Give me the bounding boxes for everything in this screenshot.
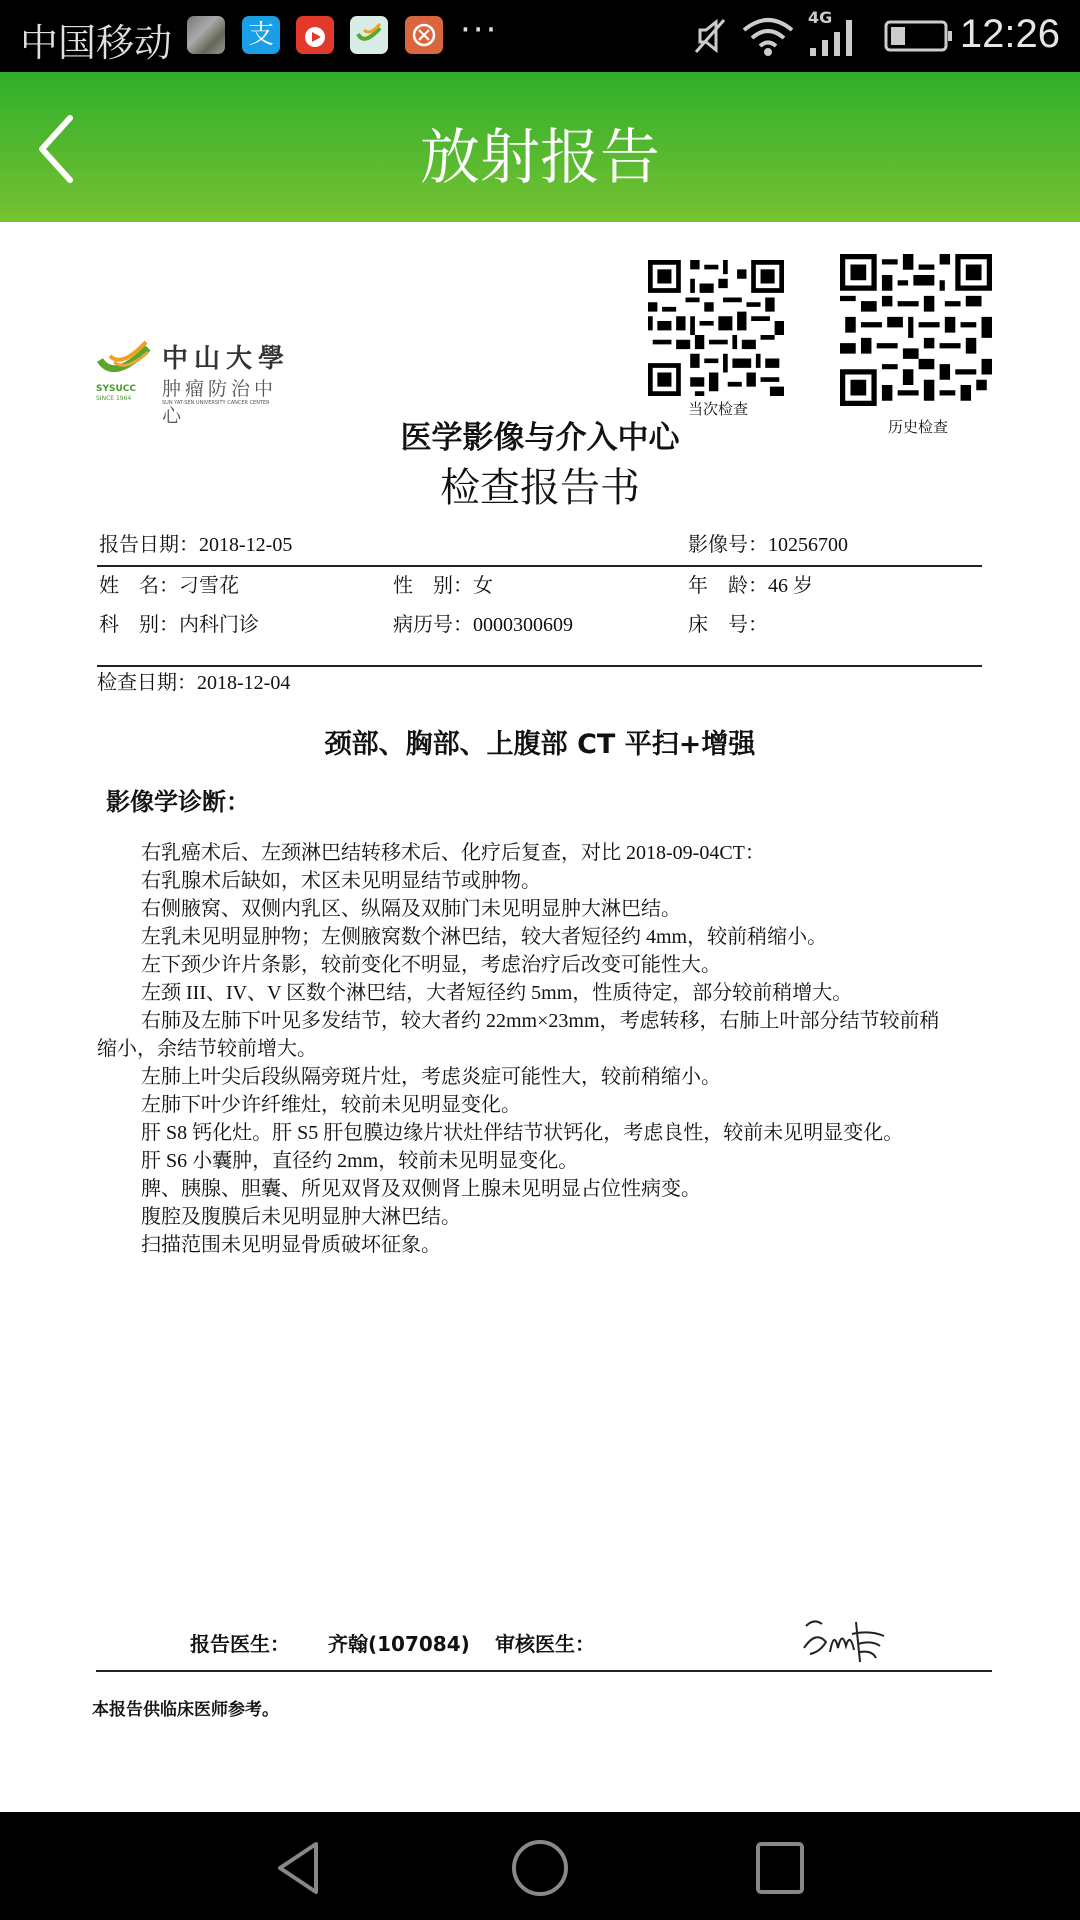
qr-label-current: 当次检查 <box>688 400 749 418</box>
page-title: 放射报告 <box>420 123 660 193</box>
divider <box>97 565 982 567</box>
center-name: 医学影像与介入中心 <box>400 420 680 456</box>
dept-field <box>99 608 259 637</box>
status-bar <box>0 0 1080 72</box>
logo-org-cn: 中山大學 <box>162 344 291 373</box>
finding-item: 左肺下叶少许纤维灶，较前未见明显变化。 <box>141 1094 521 1116</box>
report-date-field <box>99 528 292 557</box>
finding-item: 右肺及左肺下叶见多发结节，较大者约 22mm×23mm，考虑转移，右肺上叶部分结节较前稍缩小，余结节较前增大。 <box>97 1010 940 1060</box>
hospital-logo <box>96 338 296 427</box>
orange-app-icon <box>405 16 443 54</box>
exam-name: 颈部、胸部、上腹部 CT 平扫+增强 <box>324 729 756 760</box>
finding-item: 肝 S8 钙化灶。肝 S5 肝包膜边缘片状灶伴结节状钙化，考虑良性，较前未见明显变化。 <box>141 1122 904 1144</box>
video-app-icon <box>296 16 334 54</box>
record-no-value: 0000300609 <box>473 614 573 636</box>
record-no-label: 病历号： <box>393 614 473 636</box>
gender-field <box>393 569 493 598</box>
qr-code-icon <box>840 254 992 406</box>
reviewing-doctor-label: 审核医生： <box>495 1632 595 1656</box>
report-date-value: 2018-12-05 <box>199 534 293 556</box>
finding-item: 右侧腋窝、双侧内乳区、纵隔及双肺门未见明显肿大淋巴结。 <box>141 898 681 920</box>
nav-home-button[interactable] <box>510 1838 570 1898</box>
finding-item: 肝 S6 小囊肿，直径约 2mm，较前未见明显变化。 <box>141 1150 579 1172</box>
name-field <box>99 569 239 598</box>
logo-abbr: SYSUCC <box>96 384 136 394</box>
finding-item: 左下颈少许片条影，较前变化不明显，考虑治疗后改变可能性大。 <box>141 954 721 976</box>
nav-back-button[interactable] <box>270 1838 330 1898</box>
app-header <box>0 72 1080 222</box>
logo-since: SINCE 1964 <box>96 395 132 402</box>
finding-item: 左乳未见明显肿物；左侧腋窝数个淋巴结，较大者短径约 4mm，较前稍缩小。 <box>141 926 828 948</box>
finding-item: 右乳腺术后缺如，术区未见明显结节或肿物。 <box>141 870 541 892</box>
nav-back-icon <box>270 1838 330 1898</box>
qr-code-icon <box>648 260 784 396</box>
more-notifications-icon: ··· <box>460 10 499 50</box>
finding-item: 扫描范围未见明显骨质破坏征象。 <box>141 1234 441 1256</box>
logo-org-sub: 肿瘤防治中心 <box>162 378 278 427</box>
diagnosis-label: 影像学诊断： <box>106 788 250 816</box>
reporting-doctor-label: 报告医生： <box>190 1632 290 1656</box>
findings-list <box>97 839 957 1259</box>
name-value: 刁雪花 <box>179 575 239 597</box>
finding-item: 右乳癌术后、左颈淋巴结转移术后、化疗后复查，对比 2018-09-04CT： <box>141 842 765 864</box>
wifi-icon <box>740 14 796 58</box>
image-no-value: 10256700 <box>768 534 848 556</box>
qr-code-current[interactable] <box>648 260 784 396</box>
gender-value: 女 <box>473 575 493 597</box>
qr-label-history: 历史检查 <box>888 418 949 436</box>
carrier-name: 中国移动 <box>20 21 173 65</box>
network-type-label: 4G <box>808 8 833 27</box>
exam-date-field <box>97 666 290 695</box>
document-title: 检查报告书 <box>440 465 640 511</box>
navigation-bar <box>0 1812 1080 1920</box>
age-field <box>688 569 813 598</box>
name-label: 姓 名： <box>99 575 179 597</box>
divider <box>96 1670 992 1672</box>
dept-value: 内科门诊 <box>179 614 259 636</box>
image-no-field <box>688 528 848 557</box>
signal-icon <box>808 14 858 58</box>
dept-label: 科 别： <box>99 614 179 636</box>
nav-recents-icon <box>750 1838 810 1898</box>
bed-field <box>688 608 768 637</box>
report-document[interactable] <box>0 222 1080 1812</box>
finding-item: 左肺上叶尖后段纵隔旁斑片灶，考虑炎症可能性大，较前稍缩小。 <box>141 1066 721 1088</box>
exam-date-label: 检查日期： <box>97 672 197 694</box>
nav-recents-button[interactable] <box>750 1838 810 1898</box>
report-date-label: 报告日期： <box>99 534 199 556</box>
mute-icon <box>692 14 728 58</box>
bed-label: 床 号： <box>688 614 768 636</box>
nav-home-icon <box>510 1838 570 1898</box>
logo-org-en: SUN YAT-SEN UNIVERSITY CANCER CENTER <box>162 400 270 406</box>
battery-icon <box>884 14 954 58</box>
qr-code-history[interactable] <box>840 254 992 406</box>
record-no-field <box>393 608 573 637</box>
finding-item: 脾、胰腺、胆囊、所见双肾及双侧肾上腺未见明显占位性病变。 <box>141 1178 701 1200</box>
signature-icon <box>800 1612 890 1668</box>
gender-label: 性 别： <box>393 575 473 597</box>
age-label: 年 龄： <box>688 575 768 597</box>
reporting-doctor-name: 齐翰(107084) <box>328 1632 470 1656</box>
alipay-icon: 支 <box>242 16 280 54</box>
finding-item: 腹腔及腹膜后未见明显肿大淋巴结。 <box>141 1206 461 1228</box>
age-value: 46 岁 <box>768 575 813 597</box>
photo-gallery-icon <box>187 16 225 54</box>
exam-date-value: 2018-12-04 <box>197 672 291 694</box>
hospital-app-icon <box>350 16 388 54</box>
image-no-label: 影像号： <box>688 534 768 556</box>
clock: 12:26 <box>959 12 1060 56</box>
footer-note: 本报告供临床医师参考。 <box>92 1700 279 1720</box>
finding-item: 左颈 III、IV、V 区数个淋巴结，大者短径约 5mm，性质待定，部分较前稍增大。 <box>141 982 853 1004</box>
